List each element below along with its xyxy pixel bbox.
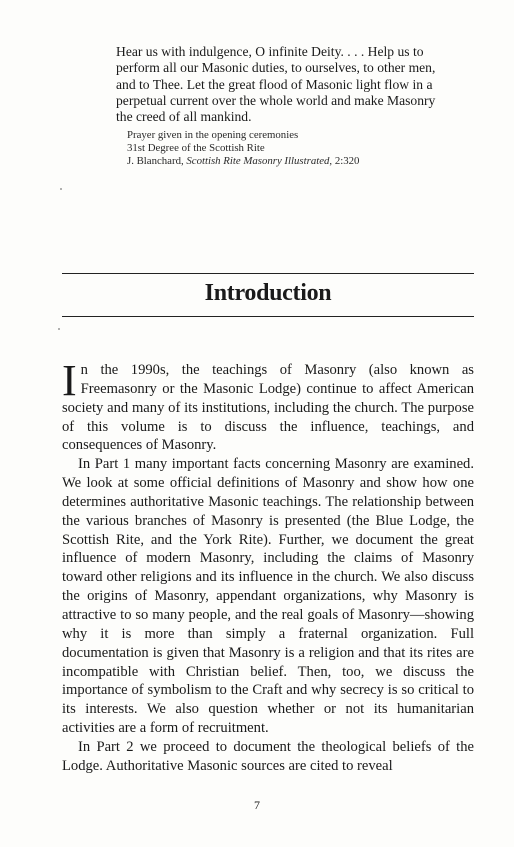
body-text <box>62 356 474 776</box>
drop-cap: I <box>62 356 77 405</box>
page-number: 7 <box>254 798 260 812</box>
paragraph-2: In Part 1 many important facts concerning Masonry are examined. We look at some official definitions of Masonry and show how one determines authoritative Masonic teachings. The relationship between the various branches of Masonry is presented (the Blue Lodge, the Scottish Rite, and the York Rite). Further, we document the great influence of modern Masonry, including the claims of Masonry toward other religions and its influence in the church. We also discuss the origins of Masonry, appendant organizations, why Masonry is attractive to so many people, and the real goals of Masonry—showing why it is more than simply a fraternal organization. Full documentation is given that Masonry is a religion and that its rites are incompatible with Christian belief. Then, too, we discuss the importance of symbolism to the Craft and why secrecy is so critical to its interests. We also question whether or not its humanitarian activities are a form of recruitment. <box>62 456 474 737</box>
paragraph-3: In Part 2 we proceed to document the theological beliefs of the Lodge. Authoritative Masonic sources are cited to reveal <box>62 738 474 774</box>
epigraph-quote: Hear us with indulgence, O infinite Deity. . . . Help us to perform all our Masonic duties, to ourselves, to other men, and to Thee. Let the great flood of Masonic light flow in a perpetual current over the whole world and make Masonry the creed of all mankind. <box>116 44 436 125</box>
citation-title: Scottish Rite Masonry Illustrated <box>186 154 330 167</box>
title-rule-top <box>62 273 474 274</box>
epigraph-source-line1: Prayer given in the opening ceremonies <box>127 129 299 142</box>
epigraph <box>116 44 438 167</box>
epigraph-source <box>127 129 438 167</box>
chapter-title: Introduction <box>204 280 332 306</box>
paper-speck <box>58 328 60 330</box>
epigraph-source-line2: 31st Degree of the Scottish Rite <box>127 142 265 155</box>
paragraph-1-text: n the 1990s, the teachings of Masonry (also known as Freemasonry or the Masonic Lodge) continue to affect American society and many of its institutions, including the church. The purpose of this volume is to discuss the influence, teachings, and consequences of Masonry. <box>62 362 474 454</box>
title-rule-bottom <box>62 316 474 317</box>
citation-ref: , 2:320 <box>329 154 360 167</box>
citation-author: J. Blanchard, <box>127 154 187 167</box>
paragraph-1 <box>62 356 474 455</box>
paper-speck <box>60 188 62 190</box>
epigraph-citation <box>127 155 438 168</box>
